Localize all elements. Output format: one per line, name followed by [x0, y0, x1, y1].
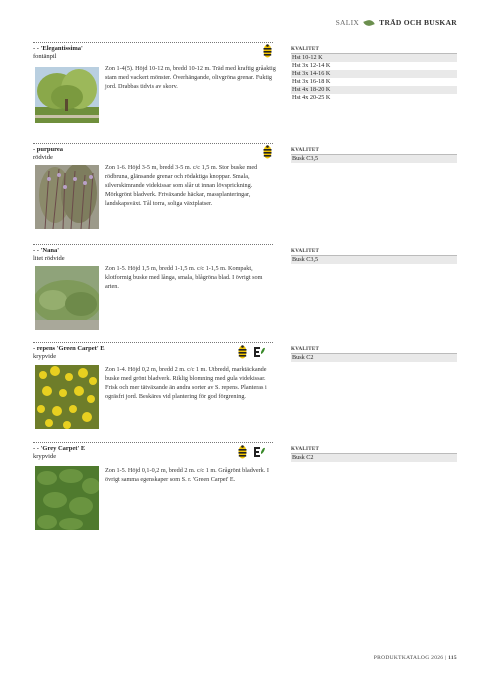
genus-label: SALIX	[335, 18, 360, 27]
divider	[33, 342, 273, 343]
quality-row: Hst 3x 16-18 K	[292, 78, 331, 85]
plant-photo	[35, 365, 99, 429]
divider	[33, 244, 273, 245]
leaf-icon	[363, 18, 374, 27]
plant-name: - - 'Elegantissima'	[33, 45, 83, 52]
catalog-label: PRODUKTKATALOG 2026	[373, 655, 444, 661]
quality-row: Hst 3x 14-16 K	[291, 70, 457, 78]
plant-description: Zon 1-4. Höjd 0,2 m, bredd 2 m. c/c 1 m. Utbredd, marktäckande buske med grönt bladverk. Riklig blomning med gula videkissar. Frisk och mer tätväxande än andra sorter av S. repens. Planteras i ogräsfri jord. Beskäres vid plantering för god förgrening.	[105, 366, 267, 400]
page-header	[336, 18, 457, 27]
quality-row: Hst 3x 12-14 K	[292, 62, 331, 69]
plant-description: Zon 1-5. Höjd 1,5 m, bredd 1-1,5 m. c/c 1-1,5 m. Kompakt, klotformig buske med långa, smala, blågröna blad. I övrigt som arten.	[105, 265, 263, 290]
page-number: 115	[448, 655, 457, 661]
quality-heading: KVALITET	[291, 347, 457, 354]
bee-icon	[263, 44, 272, 58]
quality-table	[291, 347, 457, 362]
quality-row: Hst 10-12 K	[291, 54, 457, 62]
divider	[33, 143, 273, 144]
quality-row: Hst 4x 18-20 K	[291, 86, 457, 94]
quality-table	[291, 148, 457, 163]
quality-row: Hst 4x 20-25 K	[292, 94, 331, 101]
footer-separator: |	[445, 655, 447, 661]
plant-entry	[33, 42, 458, 132]
plant-photo	[35, 466, 99, 530]
plant-common-name: krypvide	[33, 353, 57, 360]
plant-description: Zon 1-5. Höjd 0,1-0,2 m, bredd 2 m. c/c 1 m. Grågrönt bladverk. I övrigt samma egenskaper som S. r. 'Green Carpet' E.	[105, 467, 269, 483]
quality-row: Busk C3,5	[291, 256, 457, 264]
e-plus-icon	[253, 446, 265, 458]
plant-entry	[33, 442, 458, 534]
quality-heading: KVALITET	[291, 249, 457, 256]
plant-photo	[35, 67, 99, 123]
e-plus-icon	[253, 346, 265, 358]
plant-description: Zon 1-4(5). Höjd 10-12 m, bredd 10-12 m. Träd med kraftig gråaktig stam med vackert mönster. Överhängande, olivgröna grenar. Fuktig jord. Drabbas tidvis av skorv.	[105, 65, 276, 90]
plant-entry	[33, 244, 458, 334]
plant-common-name: rödvide	[33, 154, 53, 161]
page-footer	[374, 655, 457, 661]
quality-row: Busk C2	[291, 454, 457, 462]
bee-icon	[238, 445, 247, 459]
bee-icon	[263, 145, 272, 159]
plant-entry	[33, 342, 458, 434]
divider	[33, 442, 273, 443]
quality-table	[291, 249, 457, 264]
plant-photo	[35, 266, 99, 330]
plant-photo	[35, 165, 99, 229]
plant-name: - purpurea	[33, 146, 64, 153]
quality-heading: KVALITET	[291, 447, 457, 454]
plant-common-name: krypvide	[33, 453, 57, 460]
plant-name: - - 'Nana'	[33, 247, 59, 254]
quality-row: Busk C3,5	[291, 155, 457, 163]
quality-row: Busk C2	[291, 354, 457, 362]
plant-entry	[33, 143, 458, 233]
plant-description: Zon 1-6. Höjd 3-5 m, bredd 3-5 m. c/c 1,5 m. Stor buske med rödbruna, glänsande grenar och rödaktiga knoppar. Smala, silverskimrande videkissar som slår ut innan lövsprickning. Mörkgrönt bladverk. Friväxande häckar, massplanteringar, landskapsväxt. Tål torra, soliga växtplatser.	[105, 164, 258, 207]
quality-heading: KVALITET	[291, 47, 457, 54]
quality-table	[291, 447, 457, 462]
plant-common-name: litet rödvide	[33, 255, 65, 262]
bee-icon	[238, 345, 247, 359]
quality-table	[291, 47, 457, 102]
divider	[33, 42, 273, 43]
quality-heading: KVALITET	[291, 148, 457, 155]
plant-name: - - 'Grey Carpet' E	[33, 445, 86, 452]
plant-common-name: fontänpil	[33, 53, 57, 60]
category-label: TRÄD OCH BUSKAR	[379, 18, 457, 27]
plant-name: - repens 'Green Carpet' E	[33, 345, 105, 352]
